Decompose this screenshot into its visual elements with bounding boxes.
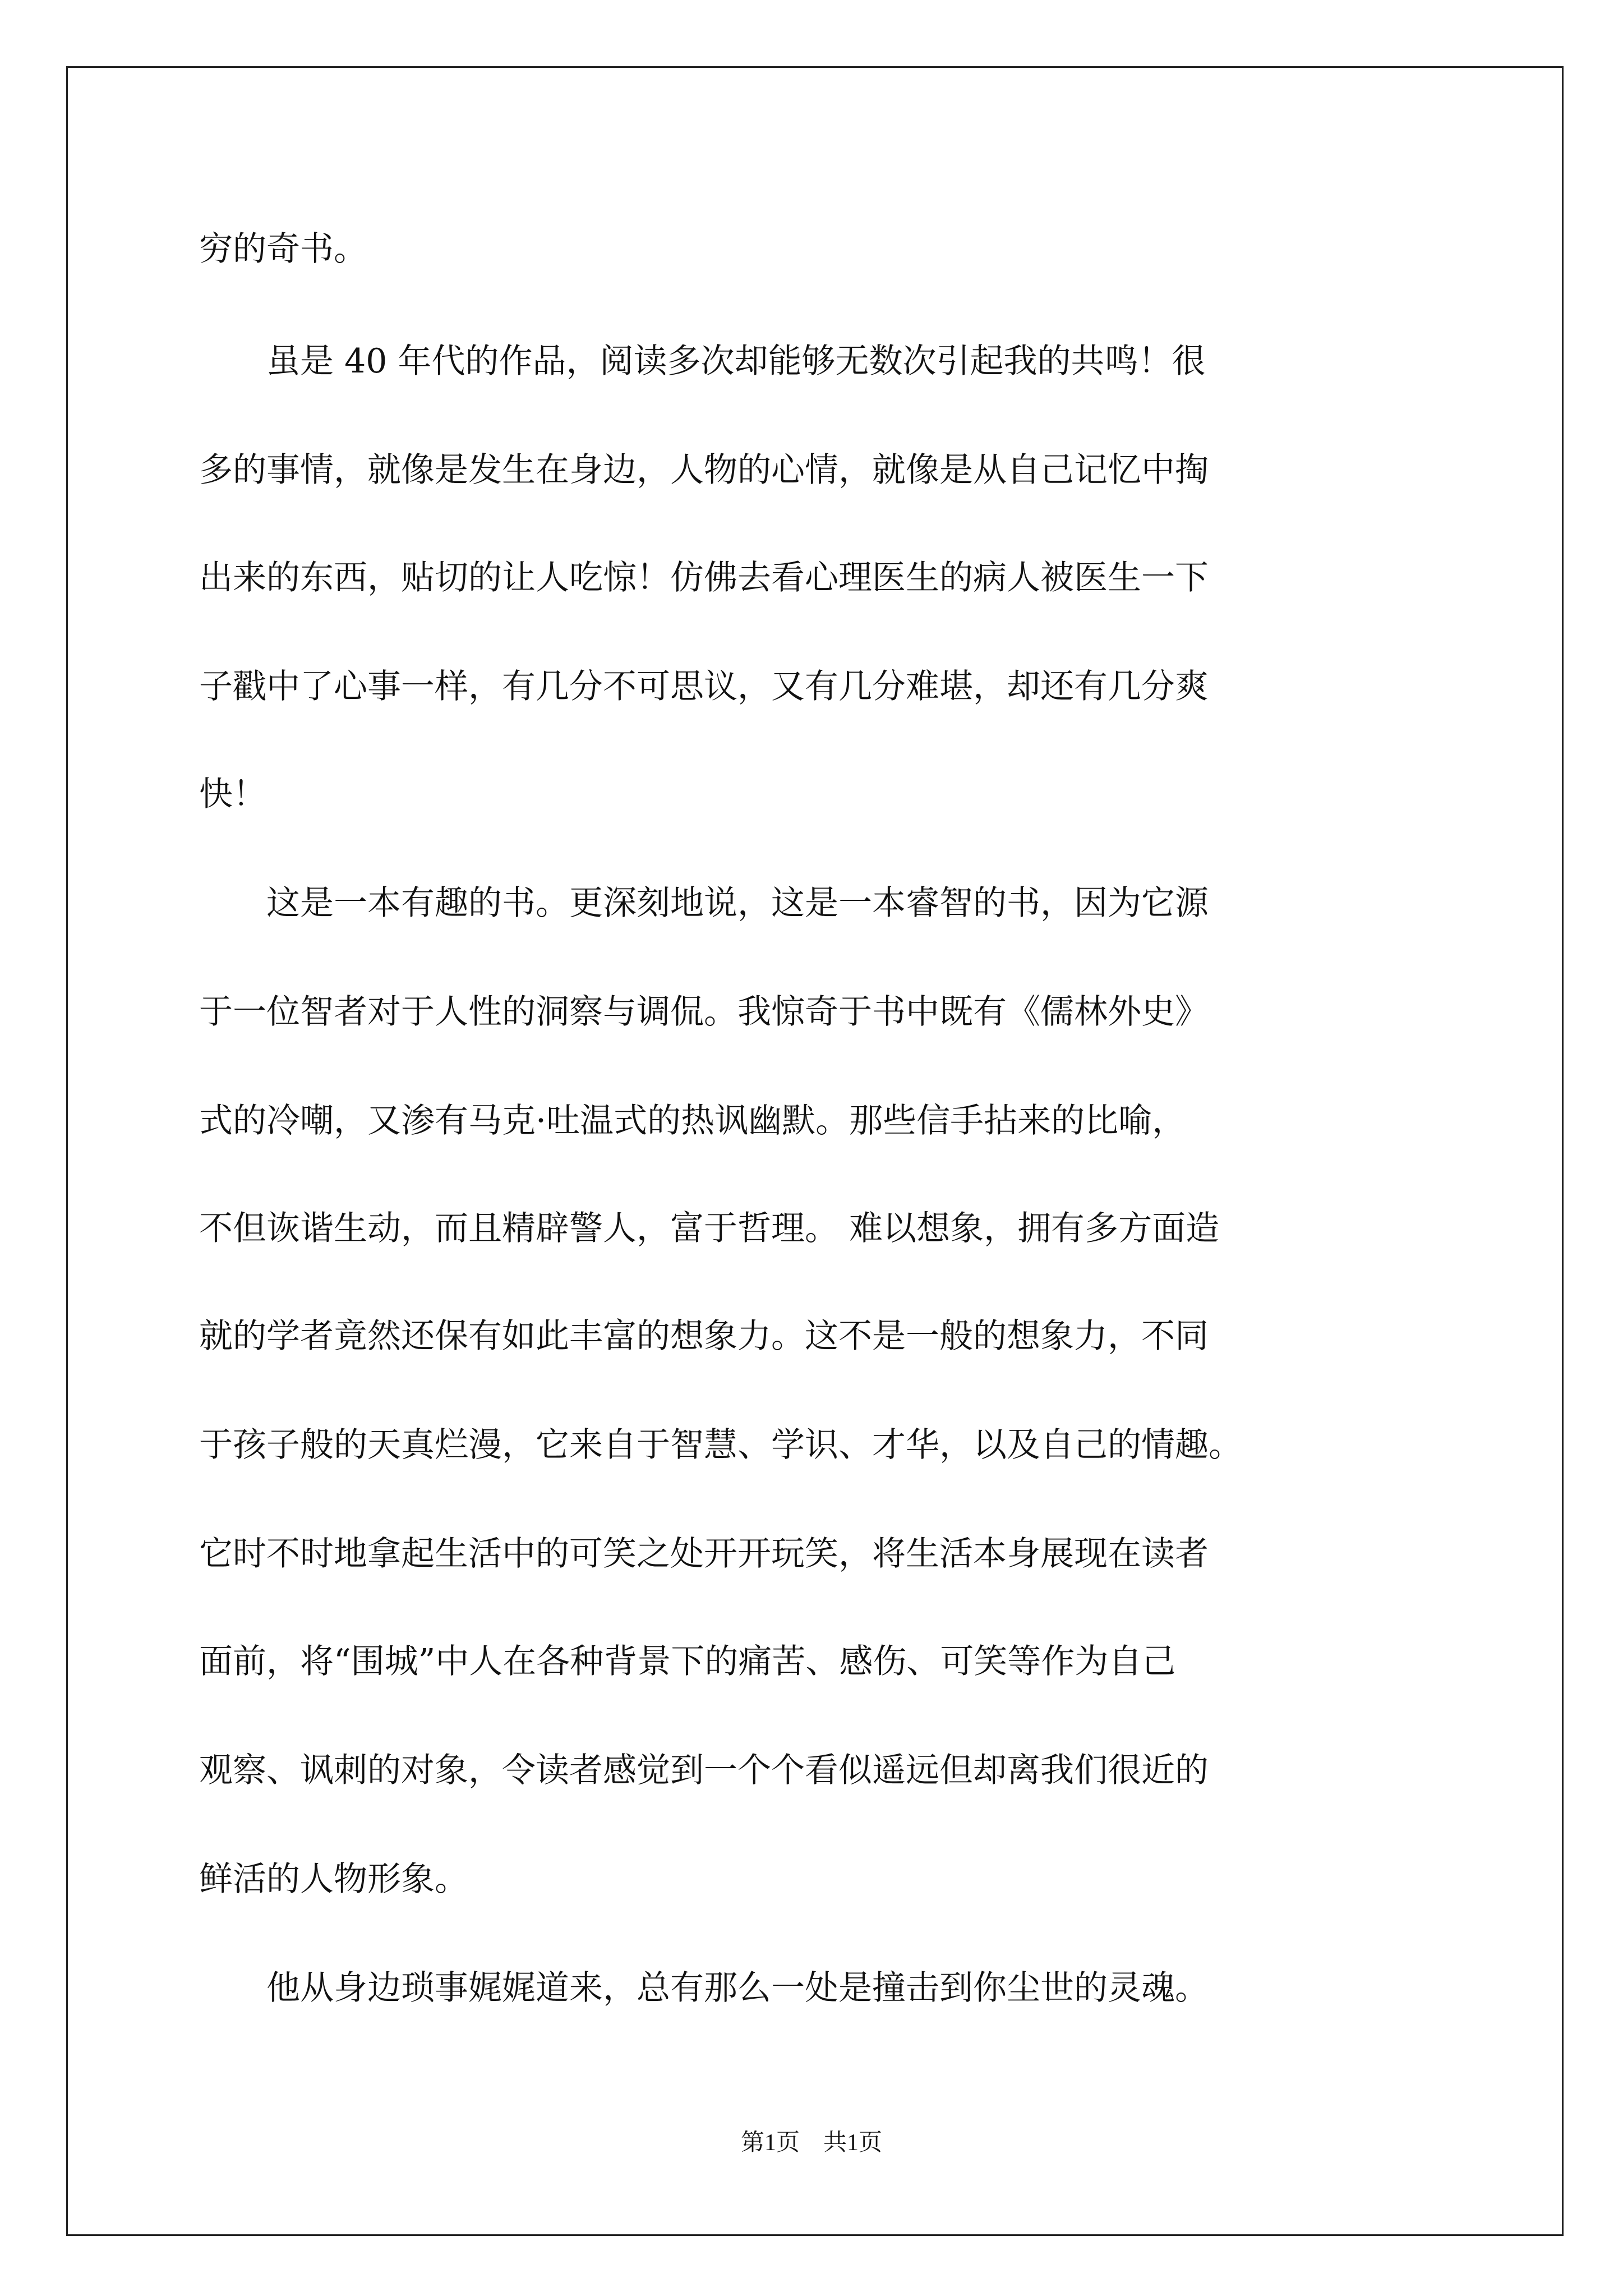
text-line-15: 观察、讽刺的对象，令读者感觉到一个个看似遥远但却离我们很近的 [199, 1751, 1209, 1790]
text-line-14: 面前，将“围城”中人在各种背景下的痛苦、感伤、可笑等作为自己 [199, 1642, 1176, 1681]
text-line-11: 就的学者竟然还保有如此丰富的想象力。这不是一般的想象力，不同 [199, 1317, 1209, 1356]
text-line-5: 子戳中了心事一样，有几分不可思议，又有几分难堪，却还有几分爽 [199, 667, 1209, 706]
text-line-6: 快！ [199, 775, 266, 814]
text-line-9: 式的冷嘲，又渗有马克·吐温式的热讽幽默。那些信手拈来的比喻， [199, 1101, 1186, 1140]
text-line-17: 他从身边琐事娓娓道来，总有那么一处是撞击到你尘世的灵魂。 [199, 1968, 1209, 2008]
text-line-12: 于孩子般的天真烂漫，它来自于智慧、学识、才华，以及自己的情趣。 [199, 1425, 1242, 1465]
text-line-8: 于一位智者对于人性的洞察与调侃。我惊奇于书中既有《儒林外史》 [199, 992, 1209, 1032]
text-line-4: 出来的东西，贴切的让人吃惊！仿佛去看心理医生的病人被医生一下 [199, 558, 1209, 597]
text-line-1: 穷的奇书。 [199, 229, 367, 269]
page-number-footer: 第1页 共1页 [740, 2130, 882, 2156]
text-line-10: 不但诙谐生动，而且精辟警人，富于哲理。 难以想象，拥有多方面造 [199, 1209, 1220, 1248]
text-line-2: 虽是 40 年代的作品，阅读多次却能够无数次引起我的共鸣！很 [199, 342, 1206, 381]
page-border [66, 66, 1564, 2236]
text-line-7: 这是一本有趣的书。更深刻地说，这是一本睿智的书，因为它源 [199, 884, 1209, 923]
text-line-13: 它时不时地拿起生活中的可笑之处开开玩笑，将生活本身展现在读者 [199, 1534, 1209, 1573]
text-line-16: 鲜活的人物形象。 [199, 1860, 468, 1899]
text-line-3: 多的事情，就像是发生在身边，人物的心情，就像是从自己记忆中掏 [199, 450, 1209, 490]
